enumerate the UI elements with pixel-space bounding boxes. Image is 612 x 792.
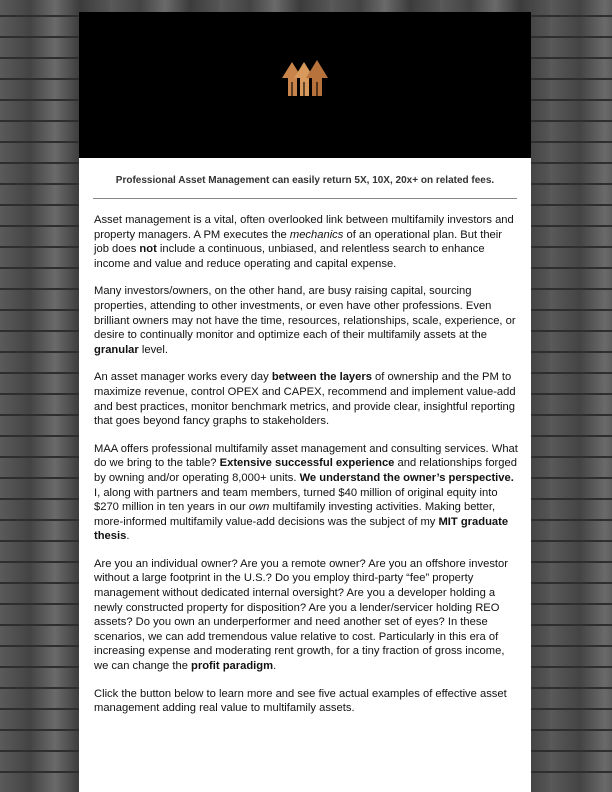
paragraph-questions: Are you an individual owner? Are you a remote owner? Are you an offshore investor without a large footprint in the U.S.? Do you employ third-party “fee” property management without dedicated internal oversight? Are you a developer holding a newly constructed property for disposition? Are you a lender/servicer holding REO assets? Do you own an underperformer and need another set of eyes? In these scenarios, we can add tremendous value relative to cost. Particularly in this era of increasing expense and moderating rent growth, for a tiny fraction of gross income, we can change the profit paradigm. xyxy=(94,557,508,673)
house-arrows-icon xyxy=(280,56,330,100)
paragraph-owners: Many investors/owners, on the other hand, are busy raising capital, sourcing properties, attending to other investments, or even have other professions. Even brilliant owners may not have the time, resources, relationships, scale, experience, or desire to continually monitor and optimize each of their multifamily assets at the granular level. xyxy=(94,285,516,356)
tagline: Professional Asset Management can easily return 5X, 10X, 20x+ on related fees. xyxy=(93,175,517,199)
paragraph-maa: MAA offers professional multifamily asset management and consulting services. What do we bring to the table? Extensive successful experience and relationships forged by owning and/or operating 8,000+ units. We understand the owner’s perspective. I, along with partners and team members, turned $40 million of original equity into $270 million in ten years in our own multifamily investing activities. Making better, more-informed multifamily value-add decisions was the subject of my MIT graduate thesis. xyxy=(94,442,518,543)
header-banner xyxy=(79,12,531,158)
paragraph-cta: Click the button below to learn more and see five actual examples of effective asset management adding real value to multifamily assets. xyxy=(94,687,507,715)
paragraph-intro: Asset management is a vital, often overlooked link between multifamily investors and property managers. A PM executes the mechanics of an operational plan. But their job does not include a continuous, unbiased, and relentless search to enhance income and value and reduce operating and capital expense. xyxy=(94,214,514,270)
paragraph-asset-manager: An asset manager works every day between the layers of ownership and the PM to maximize revenue, control OPEX and CAPEX, recommend and implement value-add and best practices, monitor benchmark metrics, and provide clear, insightful reporting that goes beyond fancy graphs to stakeholders. xyxy=(94,371,516,428)
email-page xyxy=(79,12,531,792)
body-copy xyxy=(79,199,531,716)
